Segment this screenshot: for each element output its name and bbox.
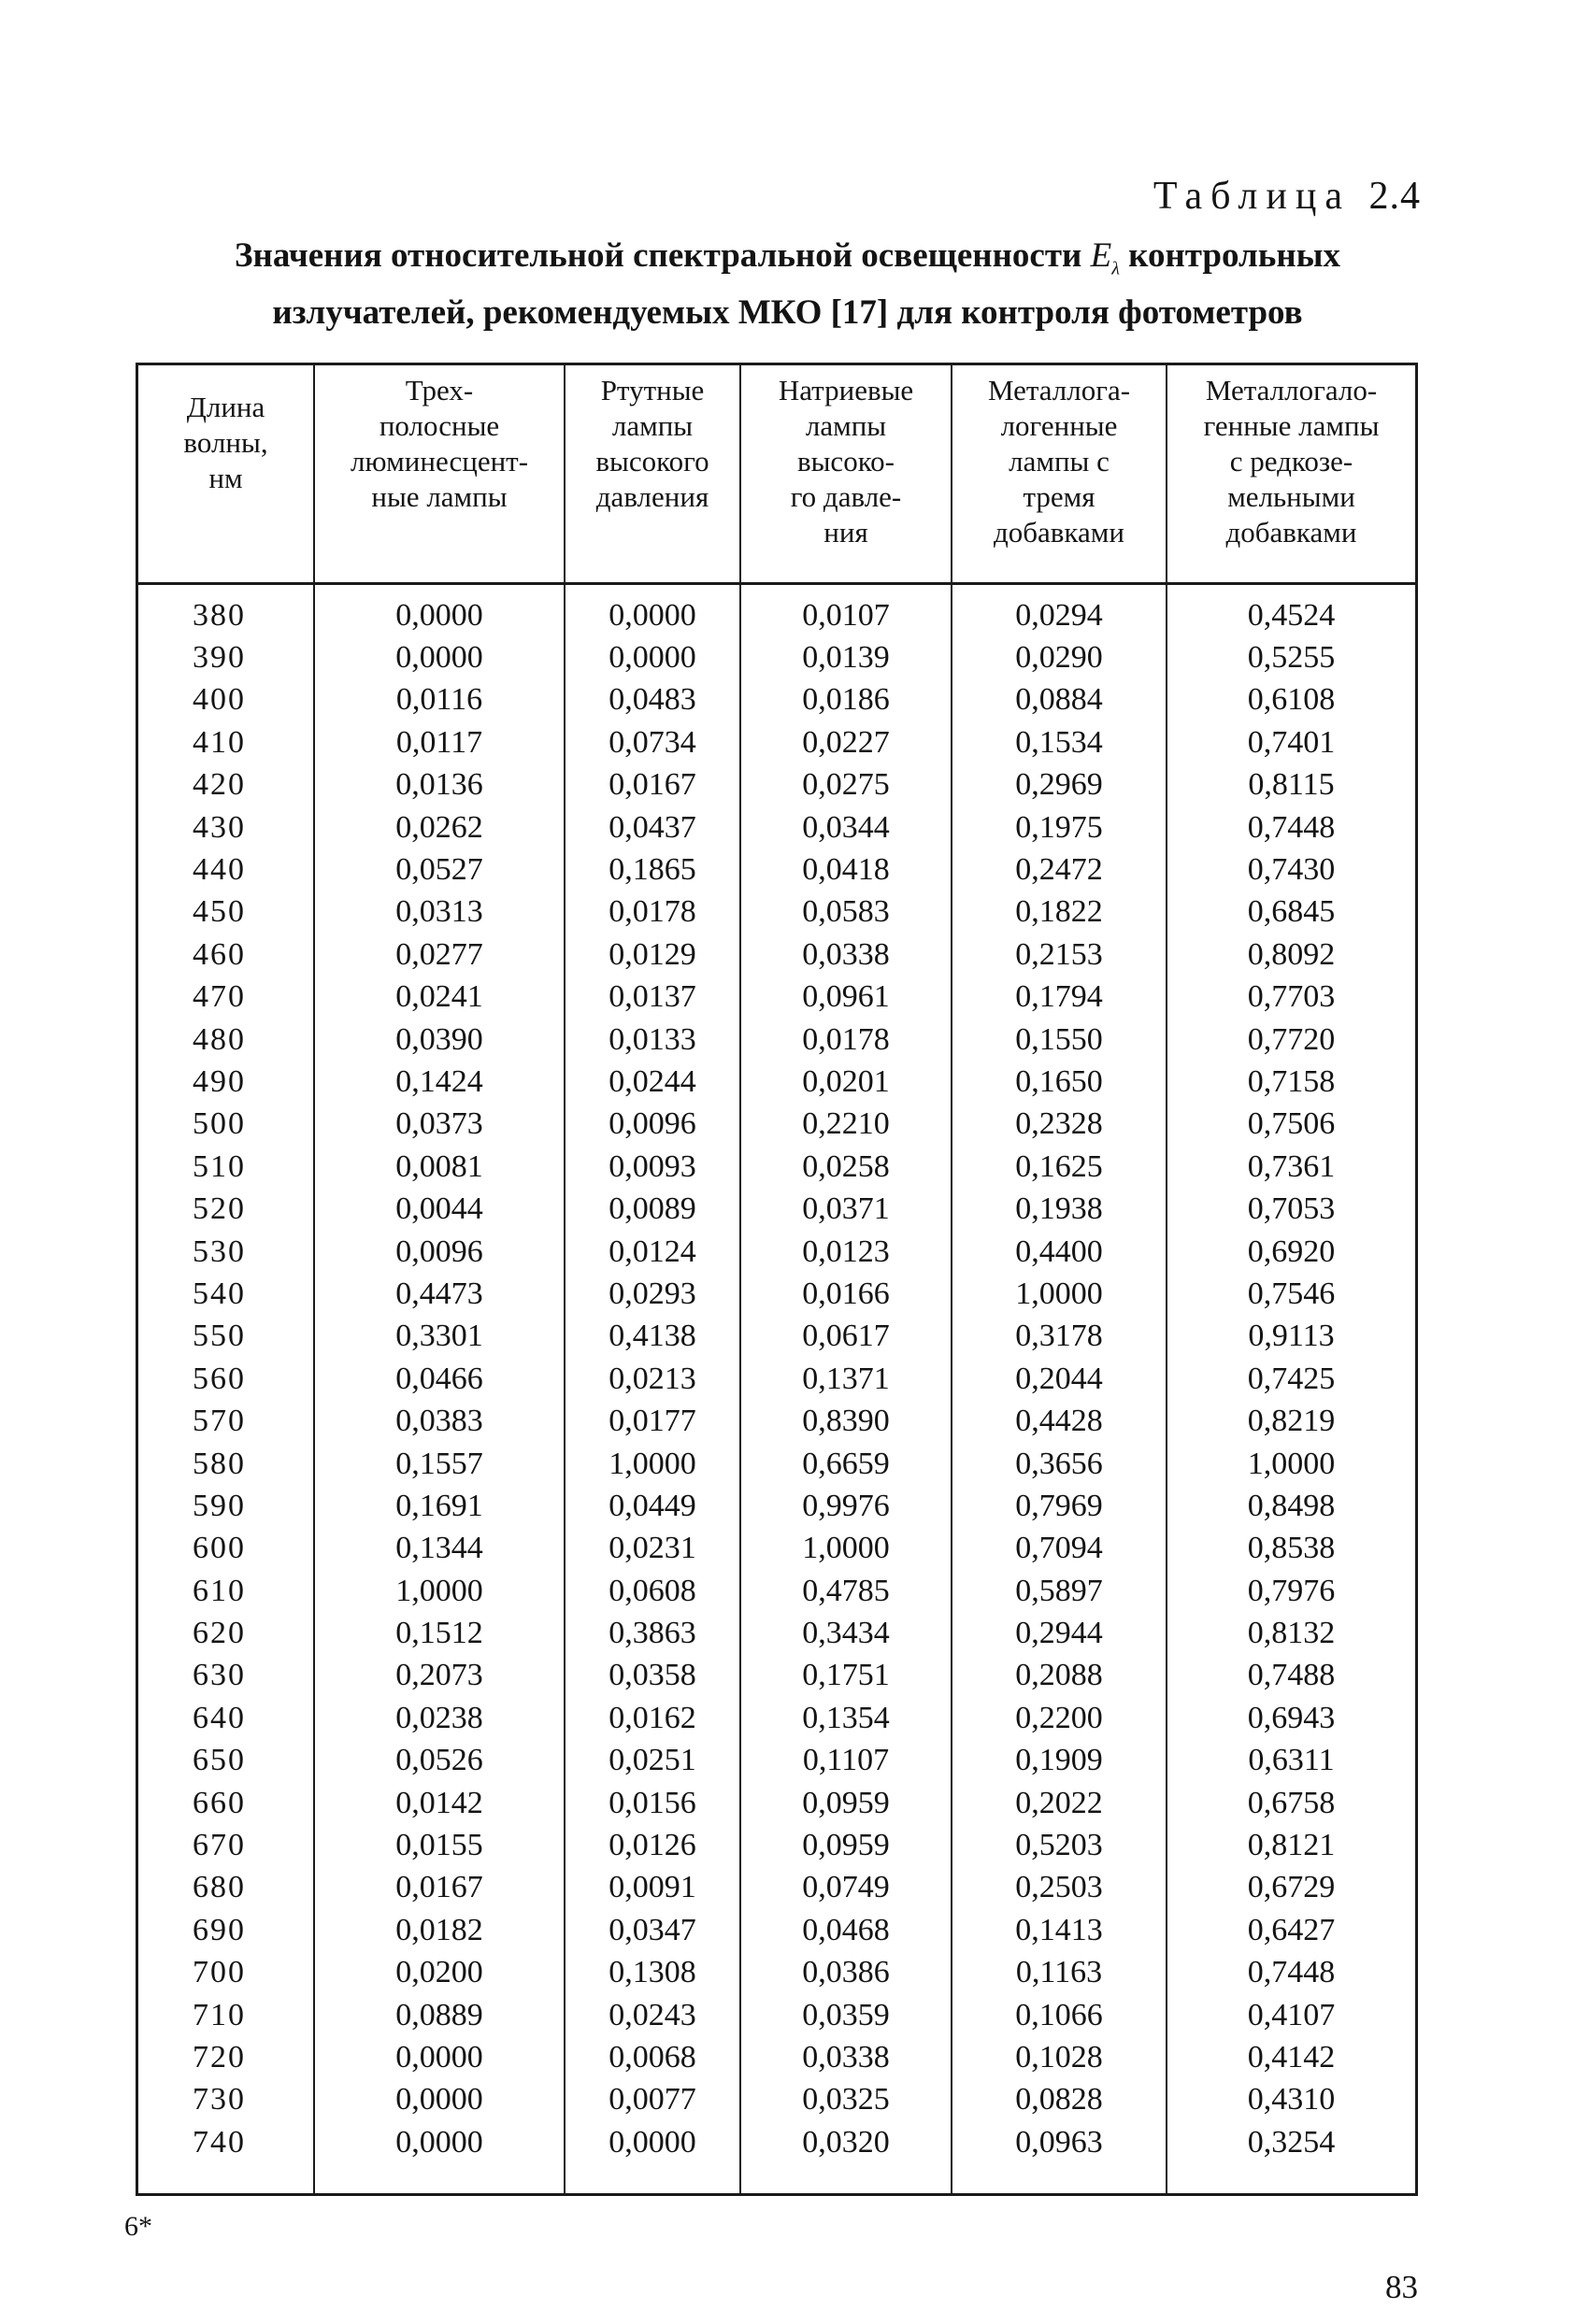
wavelength-cell: 540	[193, 1276, 246, 1311]
value-cell: 0,9113	[1248, 1319, 1335, 1354]
header-mercury-high-pressure	[566, 373, 739, 578]
value-cell: 0,3656	[1015, 1446, 1103, 1481]
value-cell: 0,0390	[395, 1021, 483, 1057]
value-cell: 0,1938	[1015, 1191, 1103, 1227]
value-cell: 0,0358	[609, 1658, 696, 1693]
value-cell: 0,0136	[395, 767, 483, 803]
value-cell: 0,6311	[1248, 1743, 1335, 1778]
table-body	[138, 594, 1415, 2163]
value-cell: 0,7401	[1247, 724, 1336, 760]
value-cell: 0,8092	[1247, 936, 1336, 972]
value-cell: 0,0200	[395, 1955, 483, 1990]
value-cell: 0,7506	[1247, 1106, 1336, 1142]
table-row	[138, 2121, 1415, 2163]
wavelength-cell: 660	[193, 1785, 246, 1820]
header-triband-fluorescent	[315, 373, 564, 578]
value-cell: 0,1413	[1015, 1912, 1103, 1947]
value-cell: 0,1066	[1015, 1997, 1103, 2032]
value-cell: 0,0338	[802, 936, 890, 972]
wavelength-cell: 580	[193, 1446, 246, 1481]
wavelength-cell: 440	[193, 852, 246, 888]
table-row	[138, 594, 1415, 636]
table-row	[138, 1570, 1415, 1612]
value-cell: 0,0293	[609, 1276, 696, 1311]
data-table	[136, 363, 1418, 2196]
value-cell: 0,0166	[802, 1276, 890, 1311]
wavelength-cell: 740	[193, 2124, 246, 2160]
value-cell: 0,8115	[1248, 767, 1335, 803]
value-cell: 1,0000	[395, 1573, 483, 1608]
value-cell: 0,0251	[609, 1743, 696, 1778]
value-cell: 0,1751	[802, 1658, 890, 1693]
value-cell: 0,0000	[609, 640, 696, 676]
value-cell: 0,3254	[1247, 2124, 1336, 2160]
value-cell: 0,8121	[1247, 1828, 1336, 1863]
value-cell: 0,0243	[609, 1997, 696, 2032]
value-cell: 0,0137	[609, 979, 696, 1015]
wavelength-cell: 720	[193, 2039, 246, 2074]
value-cell: 0,0468	[802, 1912, 890, 1947]
value-cell: 0,1975	[1015, 809, 1103, 845]
table-title-before: Значения относительной спектральной освещенности	[234, 236, 1082, 275]
value-cell: 0,7488	[1247, 1658, 1336, 1693]
value-cell: 0,0186	[802, 682, 890, 718]
value-cell: 0,0294	[1015, 597, 1103, 633]
value-cell: 0,0583	[802, 894, 890, 930]
value-cell: 0,1344	[395, 1531, 483, 1566]
wavelength-cell: 700	[193, 1955, 246, 1990]
table-title-after: контрольных излучателей, рекомендуемых МКО [17] для контроля фотометров	[272, 236, 1341, 333]
wavelength-cell: 650	[193, 1743, 246, 1778]
value-cell: 0,2210	[802, 1106, 890, 1142]
value-cell: 0,0000	[609, 597, 696, 633]
value-cell: 0,7158	[1247, 1063, 1336, 1099]
value-cell: 0,0959	[802, 1785, 890, 1820]
value-cell: 0,0096	[395, 1233, 483, 1269]
value-cell: 0,0238	[395, 1700, 483, 1735]
value-cell: 0,8219	[1247, 1404, 1336, 1439]
value-cell: 0,1625	[1015, 1148, 1103, 1184]
value-cell: 0,1650	[1015, 1063, 1103, 1099]
value-cell: 0,0124	[609, 1233, 696, 1269]
value-cell: 0,0177	[609, 1404, 696, 1439]
wavelength-cell: 510	[193, 1148, 246, 1184]
value-cell: 0,0077	[609, 2082, 696, 2117]
table-row	[138, 764, 1415, 806]
table-caption-word: Таблица	[1153, 175, 1351, 218]
value-cell: 0,4785	[802, 1573, 890, 1608]
value-cell: 0,0227	[802, 724, 890, 760]
wavelength-cell: 600	[193, 1531, 246, 1566]
header-sodium-high-pressure	[741, 373, 951, 578]
value-cell: 0,2022	[1015, 1785, 1103, 1820]
value-cell: 0,7425	[1247, 1361, 1336, 1396]
value-cell: 0,0068	[609, 2039, 696, 2074]
value-cell: 0,4473	[395, 1276, 483, 1311]
value-cell: 0,8498	[1247, 1488, 1336, 1523]
value-cell: 0,6943	[1247, 1700, 1336, 1735]
value-cell: 0,0383	[395, 1404, 483, 1439]
value-cell: 0,0000	[395, 2124, 483, 2160]
value-cell: 0,2969	[1015, 767, 1103, 803]
table-row	[138, 891, 1415, 934]
wavelength-cell: 550	[193, 1319, 246, 1354]
value-cell: 0,3301	[395, 1319, 483, 1354]
value-cell: 0,0182	[395, 1912, 483, 1947]
value-cell: 0,0449	[609, 1488, 696, 1523]
value-cell: 0,4142	[1247, 2039, 1336, 2074]
value-cell: 0,1028	[1015, 2039, 1103, 2074]
value-cell: 0,4138	[609, 1319, 696, 1354]
value-cell: 0,0241	[395, 979, 483, 1015]
value-cell: 0,0527	[395, 852, 483, 888]
value-cell: 0,4107	[1247, 1997, 1336, 2032]
value-cell: 0,2073	[395, 1658, 483, 1693]
table-row	[138, 1952, 1415, 1994]
value-cell: 0,0749	[802, 1870, 890, 1905]
value-cell: 0,7976	[1247, 1573, 1336, 1608]
value-cell: 0,0139	[802, 640, 890, 676]
wavelength-cell: 460	[193, 936, 246, 972]
value-cell: 0,0290	[1015, 640, 1103, 676]
value-cell: 0,0347	[609, 1912, 696, 1947]
value-cell: 0,2328	[1015, 1106, 1103, 1142]
value-cell: 0,0213	[609, 1361, 696, 1396]
value-cell: 1,0000	[1247, 1446, 1336, 1481]
value-cell: 0,3863	[609, 1616, 696, 1651]
table-row	[138, 1824, 1415, 1866]
value-cell: 0,0466	[395, 1361, 483, 1396]
wavelength-cell: 710	[193, 1997, 246, 2032]
header-metal-halide-three	[952, 373, 1166, 578]
value-cell: 0,0167	[609, 767, 696, 803]
wavelength-cell: 450	[193, 894, 246, 930]
value-cell: 0,2200	[1015, 1700, 1103, 1735]
wavelength-cell: 420	[193, 767, 246, 803]
table-row	[138, 1655, 1415, 1697]
table-row	[138, 1485, 1415, 1527]
value-cell: 0,0000	[395, 2039, 483, 2074]
value-cell: 0,2153	[1015, 936, 1103, 972]
value-cell: 0,0117	[395, 724, 483, 760]
header-divider	[138, 582, 1415, 585]
value-cell: 0,0142	[395, 1785, 483, 1820]
value-cell: 0,7053	[1247, 1191, 1336, 1227]
value-cell: 0,0129	[609, 936, 696, 972]
value-cell: 0,8538	[1247, 1531, 1336, 1566]
table-title-symbol	[1090, 236, 1120, 279]
value-cell: 0,0000	[395, 597, 483, 633]
value-cell: 0,0167	[395, 1870, 483, 1905]
wavelength-cell: 560	[193, 1361, 246, 1396]
value-cell: 0,1794	[1015, 979, 1103, 1015]
table-row	[138, 1782, 1415, 1824]
value-cell: 1,0000	[609, 1446, 696, 1481]
wavelength-cell: 570	[193, 1404, 246, 1439]
value-cell: 0,1424	[395, 1063, 483, 1099]
wavelength-cell: 490	[193, 1063, 246, 1099]
value-cell: 0,8132	[1247, 1616, 1336, 1651]
value-cell: 0,0386	[802, 1955, 890, 1990]
table-row	[138, 1994, 1415, 2036]
value-cell: 0,0000	[395, 2082, 483, 2117]
value-cell: 0,0734	[609, 724, 696, 760]
value-cell: 0,6758	[1247, 1785, 1336, 1820]
value-cell: 0,7720	[1247, 1021, 1336, 1057]
table-row	[138, 1740, 1415, 1782]
table-row	[138, 1019, 1415, 1061]
value-cell: 0,0277	[395, 936, 483, 972]
value-cell: 0,0608	[609, 1573, 696, 1608]
wavelength-cell: 670	[193, 1828, 246, 1863]
table-row	[138, 1231, 1415, 1273]
value-cell: 0,6108	[1247, 682, 1336, 718]
value-cell: 0,0262	[395, 809, 483, 845]
table-row	[138, 1909, 1415, 1951]
value-cell: 0,0116	[395, 682, 483, 718]
table-row	[138, 679, 1415, 721]
table-row	[138, 2079, 1415, 2121]
value-cell: 0,0483	[609, 682, 696, 718]
value-cell: 0,1354	[802, 1700, 890, 1735]
value-cell: 0,1371	[802, 1361, 890, 1396]
value-cell: 0,0201	[802, 1063, 890, 1099]
table-row	[138, 1316, 1415, 1358]
wavelength-cell: 480	[193, 1021, 246, 1057]
value-cell: 0,4428	[1015, 1404, 1103, 1439]
value-cell: 0,6920	[1247, 1233, 1336, 1269]
value-cell: 0,1512	[395, 1616, 483, 1651]
value-cell: 0,0091	[609, 1870, 696, 1905]
value-cell: 0,5255	[1247, 640, 1336, 676]
value-cell: 0,0617	[802, 1319, 890, 1354]
header-metal-halide-rare-earth	[1167, 373, 1415, 578]
value-cell: 0,0963	[1015, 2124, 1103, 2160]
value-cell: 0,0162	[609, 1700, 696, 1735]
table-row	[138, 1867, 1415, 1909]
value-cell: 0,0089	[609, 1191, 696, 1227]
wavelength-cell: 430	[193, 809, 246, 845]
value-cell: 0,0344	[802, 809, 890, 845]
wavelength-cell: 390	[193, 640, 246, 676]
page-number: 83	[1385, 2269, 1418, 2305]
wavelength-cell: 680	[193, 1870, 246, 1905]
wavelength-cell: 620	[193, 1616, 246, 1651]
value-cell: 0,6845	[1247, 894, 1336, 930]
value-cell: 0,0258	[802, 1148, 890, 1184]
value-cell: 0,2503	[1015, 1870, 1103, 1905]
table-caption-number: 2.4	[1368, 175, 1421, 218]
value-cell: 0,9976	[802, 1488, 890, 1523]
value-cell: 0,0107	[802, 597, 890, 633]
value-cell: 0,2088	[1015, 1658, 1103, 1693]
value-cell: 0,0093	[609, 1148, 696, 1184]
value-cell: 0,0081	[395, 1148, 483, 1184]
value-cell: 0,0155	[395, 1828, 483, 1863]
value-cell: 0,1107	[802, 1743, 890, 1778]
value-cell: 0,3178	[1015, 1319, 1103, 1354]
value-cell: 0,0178	[609, 894, 696, 930]
value-cell: 0,0884	[1015, 682, 1103, 718]
value-cell: 0,0959	[802, 1828, 890, 1863]
value-cell: 0,6427	[1247, 1912, 1336, 1947]
wavelength-cell: 470	[193, 979, 246, 1015]
value-cell: 0,4524	[1247, 597, 1336, 633]
value-cell: 0,7546	[1247, 1276, 1336, 1311]
value-cell: 0,6729	[1247, 1870, 1336, 1905]
wavelength-cell: 610	[193, 1573, 246, 1608]
value-cell: 0,0437	[609, 809, 696, 845]
table-row	[138, 934, 1415, 976]
value-cell: 1,0000	[802, 1531, 890, 1566]
wavelength-cell: 530	[193, 1233, 246, 1269]
value-cell: 0,0126	[609, 1828, 696, 1863]
wavelength-cell: 590	[193, 1488, 246, 1523]
table-row	[138, 1697, 1415, 1739]
value-cell: 0,0244	[609, 1063, 696, 1099]
value-cell: 1,0000	[1015, 1276, 1103, 1311]
table-row	[138, 1188, 1415, 1230]
wavelength-cell: 630	[193, 1658, 246, 1693]
table-title-symbol-subscript: λ	[1111, 258, 1120, 279]
wavelength-cell: 410	[193, 724, 246, 760]
value-cell: 0,1909	[1015, 1743, 1103, 1778]
value-cell: 0,1534	[1015, 724, 1103, 760]
value-cell: 0,1691	[395, 1488, 483, 1523]
value-cell: 0,7448	[1247, 1955, 1336, 1990]
value-cell: 0,0133	[609, 1021, 696, 1057]
table-row	[138, 1146, 1415, 1188]
wavelength-cell: 500	[193, 1106, 246, 1142]
header-text: Ртутные лампы высокого давления	[595, 374, 709, 513]
table-row	[138, 848, 1415, 891]
value-cell: 0,0313	[395, 894, 483, 930]
value-cell: 0,5203	[1015, 1828, 1103, 1863]
table-row	[138, 636, 1415, 678]
value-cell: 0,8390	[802, 1404, 890, 1439]
value-cell: 0,1308	[609, 1955, 696, 1990]
value-cell: 0,0000	[609, 2124, 696, 2160]
wavelength-cell: 380	[193, 597, 246, 633]
value-cell: 0,0044	[395, 1191, 483, 1227]
header-text: Длина волны, нм	[183, 391, 268, 494]
value-cell: 0,0418	[802, 852, 890, 888]
value-cell: 0,0373	[395, 1106, 483, 1142]
table-row	[138, 1273, 1415, 1315]
header-wavelength	[138, 390, 313, 595]
value-cell: 0,0526	[395, 1743, 483, 1778]
value-cell: 0,6659	[802, 1446, 890, 1481]
value-cell: 0,0338	[802, 2039, 890, 2074]
value-cell: 0,1550	[1015, 1021, 1103, 1057]
table-row	[138, 1104, 1415, 1146]
value-cell: 0,0889	[395, 1997, 483, 2032]
value-cell: 0,1557	[395, 1446, 483, 1481]
value-cell: 0,7448	[1247, 809, 1336, 845]
value-cell: 0,1822	[1015, 894, 1103, 930]
header-text: Металлога- логенные лампы с тремя добавками	[987, 374, 1131, 549]
wavelength-cell: 730	[193, 2082, 246, 2117]
value-cell: 0,0371	[802, 1191, 890, 1227]
value-cell: 0,4400	[1015, 1233, 1103, 1269]
table-caption	[1153, 174, 1421, 219]
value-cell: 0,4310	[1247, 2082, 1336, 2117]
wavelength-cell: 520	[193, 1191, 246, 1227]
table-row	[138, 977, 1415, 1019]
value-cell: 0,1163	[1015, 1955, 1103, 1990]
value-cell: 0,7703	[1247, 979, 1336, 1015]
value-cell: 0,0320	[802, 2124, 890, 2160]
value-cell: 0,3434	[802, 1616, 890, 1651]
table-row	[138, 1358, 1415, 1400]
table-row	[138, 1528, 1415, 1570]
value-cell: 0,7094	[1015, 1531, 1103, 1566]
table-row	[138, 1400, 1415, 1442]
value-cell: 0,1865	[609, 852, 696, 888]
value-cell: 0,0000	[395, 640, 483, 676]
header-text: Металлогало- генные лампы с редкозе- мельными добавками	[1203, 374, 1380, 549]
value-cell: 0,0961	[802, 979, 890, 1015]
wavelength-cell: 640	[193, 1700, 246, 1735]
value-cell: 0,2044	[1015, 1361, 1103, 1396]
value-cell: 0,0096	[609, 1106, 696, 1142]
value-cell: 0,2944	[1015, 1616, 1103, 1651]
wavelength-cell: 690	[193, 1912, 246, 1947]
value-cell: 0,7969	[1015, 1488, 1103, 1523]
signature-mark: 6*	[124, 2211, 152, 2242]
value-cell: 0,0325	[802, 2082, 890, 2117]
value-cell: 0,0275	[802, 767, 890, 803]
value-cell: 0,0231	[609, 1531, 696, 1566]
value-cell: 0,5897	[1015, 1573, 1103, 1608]
table-row	[138, 806, 1415, 848]
value-cell: 0,7361	[1247, 1148, 1336, 1184]
value-cell: 0,7430	[1247, 852, 1336, 888]
value-cell: 0,0156	[609, 1785, 696, 1820]
value-cell: 0,0123	[802, 1233, 890, 1269]
table-row	[138, 1443, 1415, 1485]
table-title-symbol-letter: E	[1090, 236, 1112, 275]
wavelength-cell: 400	[193, 682, 246, 718]
value-cell: 0,0359	[802, 1997, 890, 2032]
header-text: Натриевые лампы высоко- го давле- ния	[778, 374, 914, 549]
table-row	[138, 2036, 1415, 2078]
value-cell: 0,0178	[802, 1021, 890, 1057]
value-cell: 0,0828	[1015, 2082, 1103, 2117]
table-title	[140, 234, 1435, 335]
value-cell: 0,2472	[1015, 852, 1103, 888]
header-text: Трех- полосные люминесцент- ные лампы	[350, 374, 529, 513]
table-row	[138, 1061, 1415, 1103]
table-row	[138, 721, 1415, 763]
table-row	[138, 1612, 1415, 1654]
